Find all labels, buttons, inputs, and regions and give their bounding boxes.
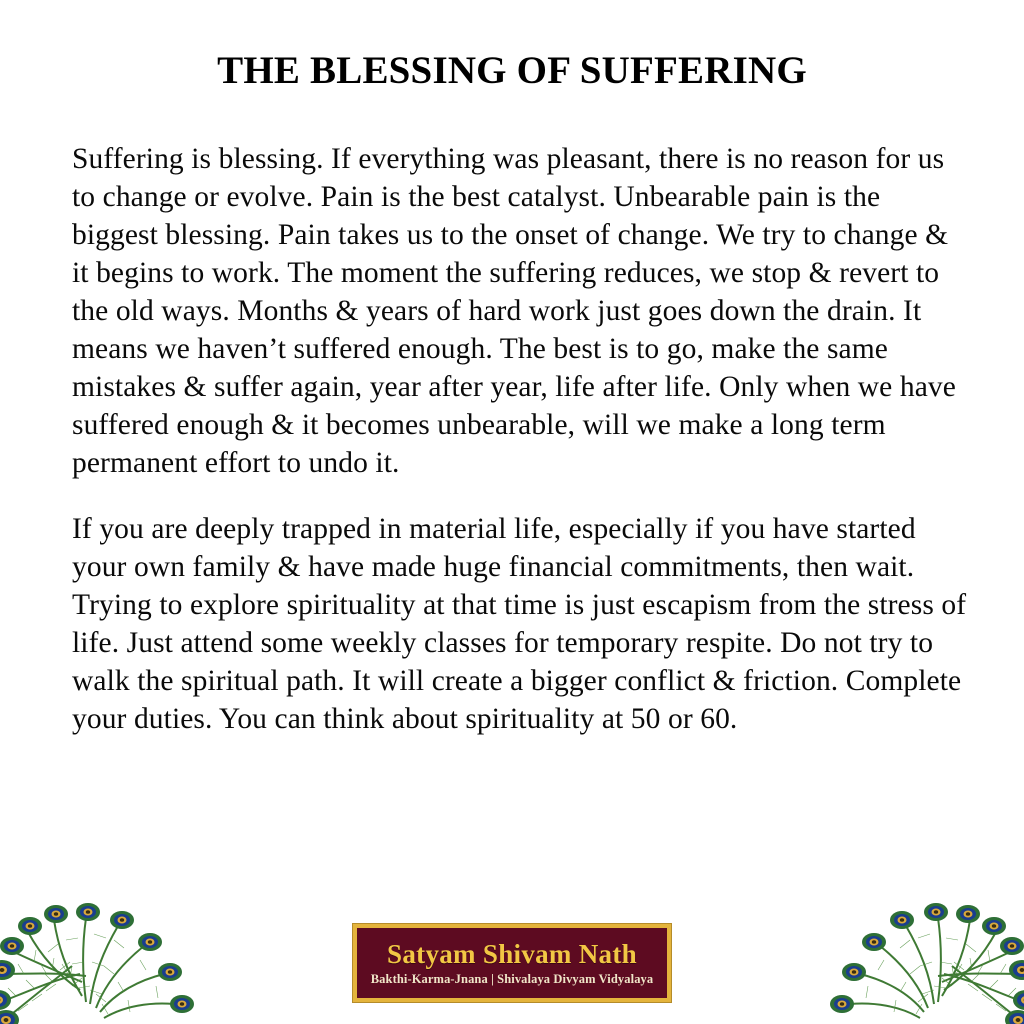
brand-logo-plaque	[353, 924, 671, 1002]
page-title: THE BLESSING OF SUFFERING	[217, 49, 807, 92]
peacock-feather-decoration-right	[815, 854, 1024, 1024]
feather-eye-group	[0, 903, 194, 1024]
brand-name: Satyam Shivam Nath	[387, 939, 637, 969]
paragraph-2: If you are deeply trapped in material life, especially if you have started your own family & have made huge financial commitments, then wait. Trying to explore spirituality at that time is just escapism from the stress of life. Just attend some weekly classes for temporary respite. Do not try to walk the spiritual path. It will create a bigger conflict & friction. Complete your duties. You can think about spirituality at 50 or 60.	[72, 513, 967, 735]
document-body	[72, 140, 972, 766]
brand-tagline: Bakthi-Karma-Jnana | Shivalaya Divyam Vidyalaya	[370, 972, 654, 986]
peacock-feather-decoration-left	[0, 854, 209, 1024]
paragraph-1: Suffering is blessing. If everything was pleasant, there is no reason for us to change or evolve. Pain is the best catalyst. Unbearable pain is the biggest blessing. Pain takes us to the onset of change. We try to change & it begins to work. The moment the suffering reduces, we stop & revert to the old ways. Months & years of hard work just goes down the drain. It means we haven’t suffered enough. The best is to go, make the same mistakes & suffer again, year after year, life after life. Only when we have suffered enough & it becomes unbearable, will we make a long term permanent effort to undo it.	[72, 143, 956, 479]
feather-eye-group	[830, 903, 1024, 1024]
